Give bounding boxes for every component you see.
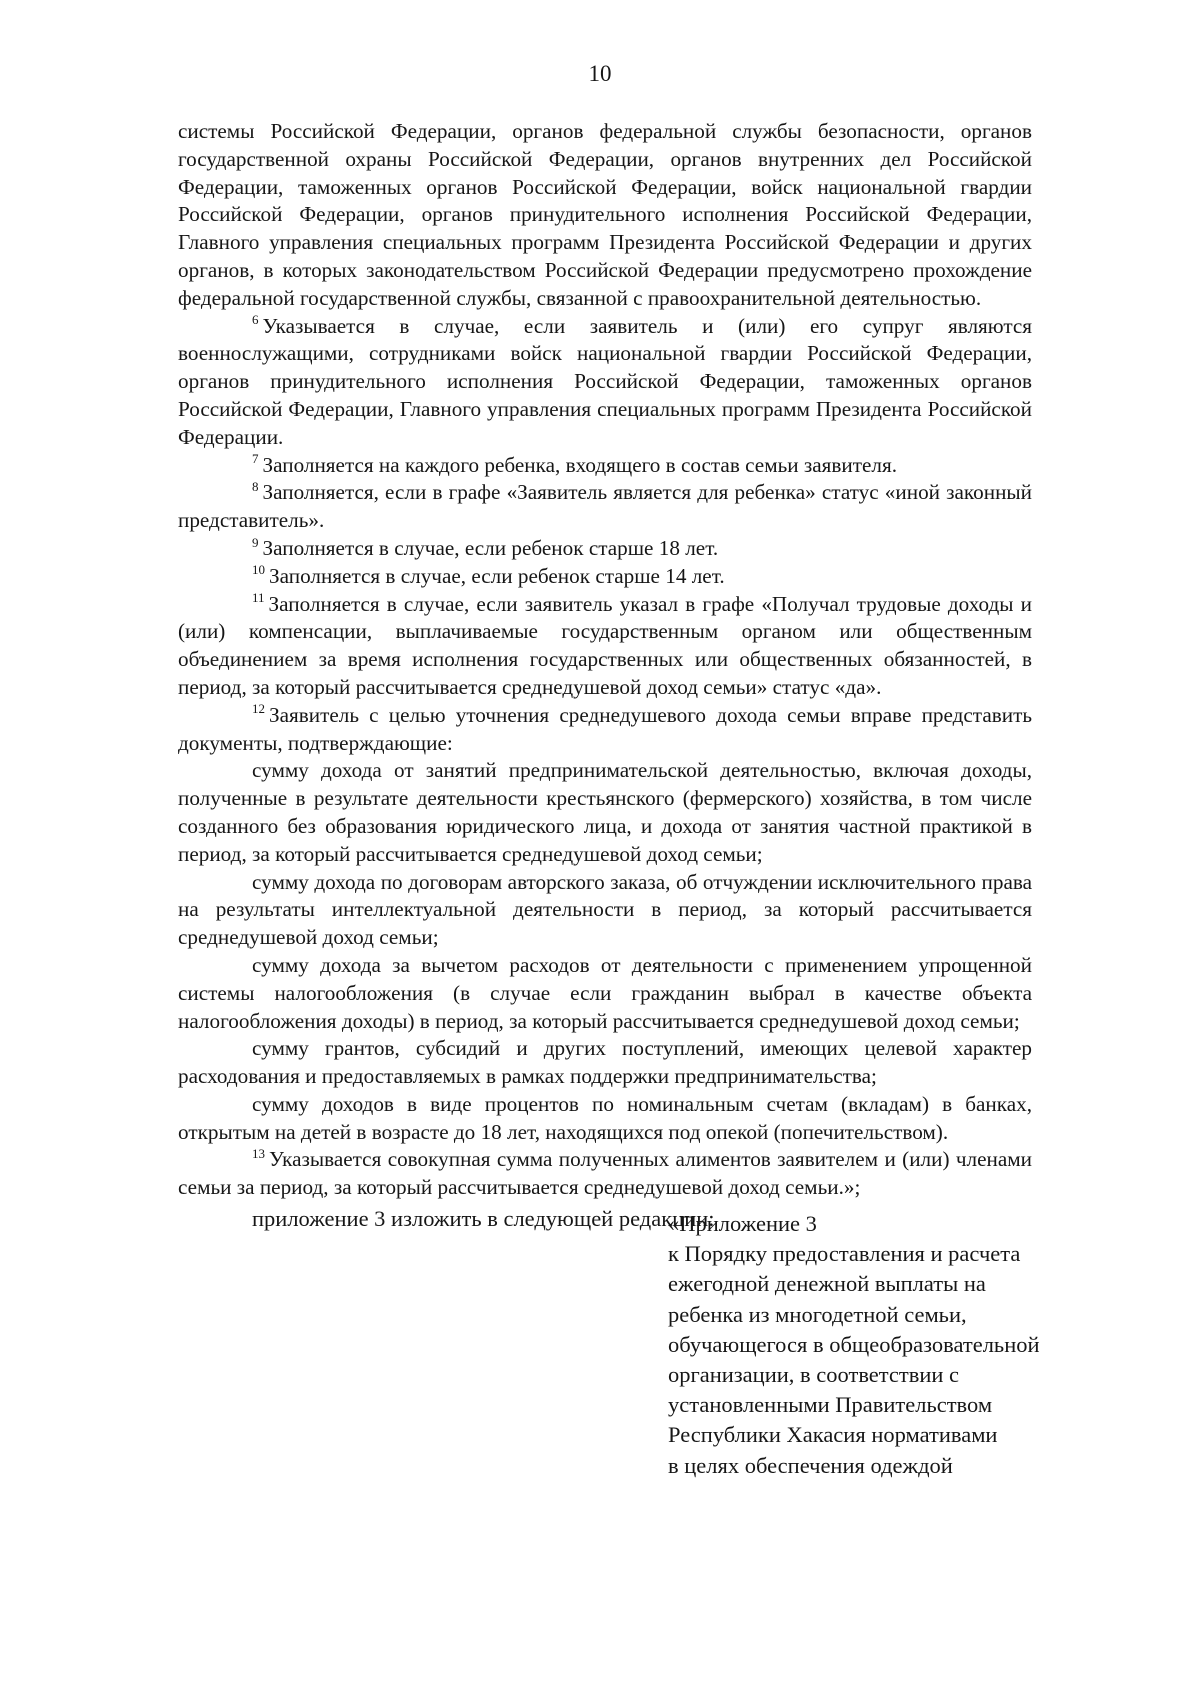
footnote-13-text: Указывается совокупная сумма полученных алиментов заявителем и (или) членами семьи за период, за который рассчитывается среднедушевой доход семьи.»; xyxy=(178,1147,1032,1200)
appendix-intro: приложение 3 изложить в следующей редакции: xyxy=(252,1206,715,1232)
footnote-11-text: Заполняется в случае, если заявитель указал в графе «Получал трудовые доходы и (или) компенсации, выплачиваемые государственным органом или общественным объединением за время исполнения государственных или общественных обязанностей, в период, за который рассчитывается среднедушевой доход семьи» статус «да». xyxy=(178,591,1032,699)
footnote-11 xyxy=(178,591,1032,702)
appendix-header-line: ребенка из многодетной семьи, xyxy=(668,1301,967,1327)
appendix-header-line: обучающегося в общеобразовательной xyxy=(668,1331,1040,1357)
footnote-mark-6: 6 xyxy=(252,312,259,328)
appendix-header-line: в целях обеспечения одеждой xyxy=(668,1452,953,1478)
footnote-mark-10: 10 xyxy=(252,562,265,578)
appendix-header-line: установленными Правительством xyxy=(668,1392,993,1418)
appendix-header-line: к Порядку предоставления и расчета xyxy=(668,1241,1021,1267)
list-item: сумму дохода по договорам авторского заказа, об отчуждении исключительного права на результаты интеллектуальной деятельности в период, за который рассчитывается среднедушевой доход семьи; xyxy=(178,869,1032,950)
appendix-header-line: ежегодной денежной выплаты на xyxy=(668,1271,986,1297)
footnote-6-text: Указывается в случае, если заявитель и (или) его супруг являются военнослужащими, сотрудниками войск национальной гвардии Российской Федерации, органов принудительного исполнения Российской Федерации, таможенных органов Российской Федерации, Главного управления специальных программ Президента Российской Федерации. xyxy=(178,313,1032,449)
paragraph-continuation: системы Российской Федерации, органов федеральной службы безопасности, органов государственной охраны Российской Федерации, органов внутренних дел Российской Федерации, таможенных органов Российской Федерации, войск национальной гвардии Российской Федерации, органов принудительного исполнения Российской Федерации, Главного управления специальных программ Президента Российской Федерации и других органов, в которых законодательством Российской Федерации предусмотрено прохождение федеральной государственной службы, связанной с правоохранительной деятельностью. xyxy=(178,119,1032,310)
footnote-12-text: Заявитель с целью уточнения среднедушевого дохода семьи вправе представить документы, подтверждающие: xyxy=(178,702,1032,755)
footnote-7-text: Заполняется на каждого ребенка, входящего в состав семьи заявителя. xyxy=(262,452,898,477)
appendix-header-line: «Приложение 3 xyxy=(668,1211,817,1236)
footnote-13 xyxy=(178,1146,1032,1202)
list-item: сумму доходов в виде процентов по номинальным счетам (вкладам) в банках, открытым на детей в возрасте до 18 лет, находящихся под опекой (попечительством). xyxy=(178,1091,1032,1144)
appendix-header xyxy=(668,1209,1148,1481)
footnote-mark-11: 11 xyxy=(252,590,265,606)
appendix-header-line: Республики Хакасия нормативами xyxy=(668,1422,998,1448)
footnote-mark-13: 13 xyxy=(252,1146,265,1162)
footnote-8 xyxy=(178,479,1032,535)
footnote-10-text: Заполняется в случае, если ребенок старше 14 лет. xyxy=(269,563,725,588)
footnote-9-text: Заполняется в случае, если ребенок старше 18 лет. xyxy=(262,535,719,560)
footnote-mark-12: 12 xyxy=(252,701,265,717)
footnote-9 xyxy=(178,535,1032,563)
footnote-mark-8: 8 xyxy=(252,478,259,494)
list-item: сумму грантов, субсидий и других поступлений, имеющих целевой характер расходования и предоставляемых в рамках поддержки предпринимательства; xyxy=(178,1036,1032,1089)
footnote-mark-7: 7 xyxy=(252,451,259,467)
list-item: сумму дохода за вычетом расходов от деятельности с применением упрощенной системы налогообложения (в случае если гражданин выбрал в качестве объекта налогообложения доходы) в период, за который рассчитывается среднедушевой доход семьи; xyxy=(178,952,1032,1033)
footnote-8-text: Заполняется, если в графе «Заявитель является для ребенка» статус «иной законный представитель». xyxy=(178,480,1032,533)
footnote-mark-9: 9 xyxy=(252,534,259,550)
page-number: 10 xyxy=(588,61,612,86)
footnote-10 xyxy=(178,563,1032,591)
list-item: сумму дохода от занятий предпринимательской деятельностью, включая доходы, полученные в результате деятельности крестьянского (фермерского) хозяйства, в том числе созданного без образования юридического лица, и дохода от занятия частной практикой в период, за который рассчитывается среднедушевой доход семьи; xyxy=(178,758,1032,866)
appendix-header-line: организации, в соответствии с xyxy=(668,1362,960,1388)
footnote-6 xyxy=(178,313,1032,452)
footnote-12 xyxy=(178,702,1032,758)
document-body xyxy=(178,118,1032,1234)
footnote-7 xyxy=(178,452,1032,480)
